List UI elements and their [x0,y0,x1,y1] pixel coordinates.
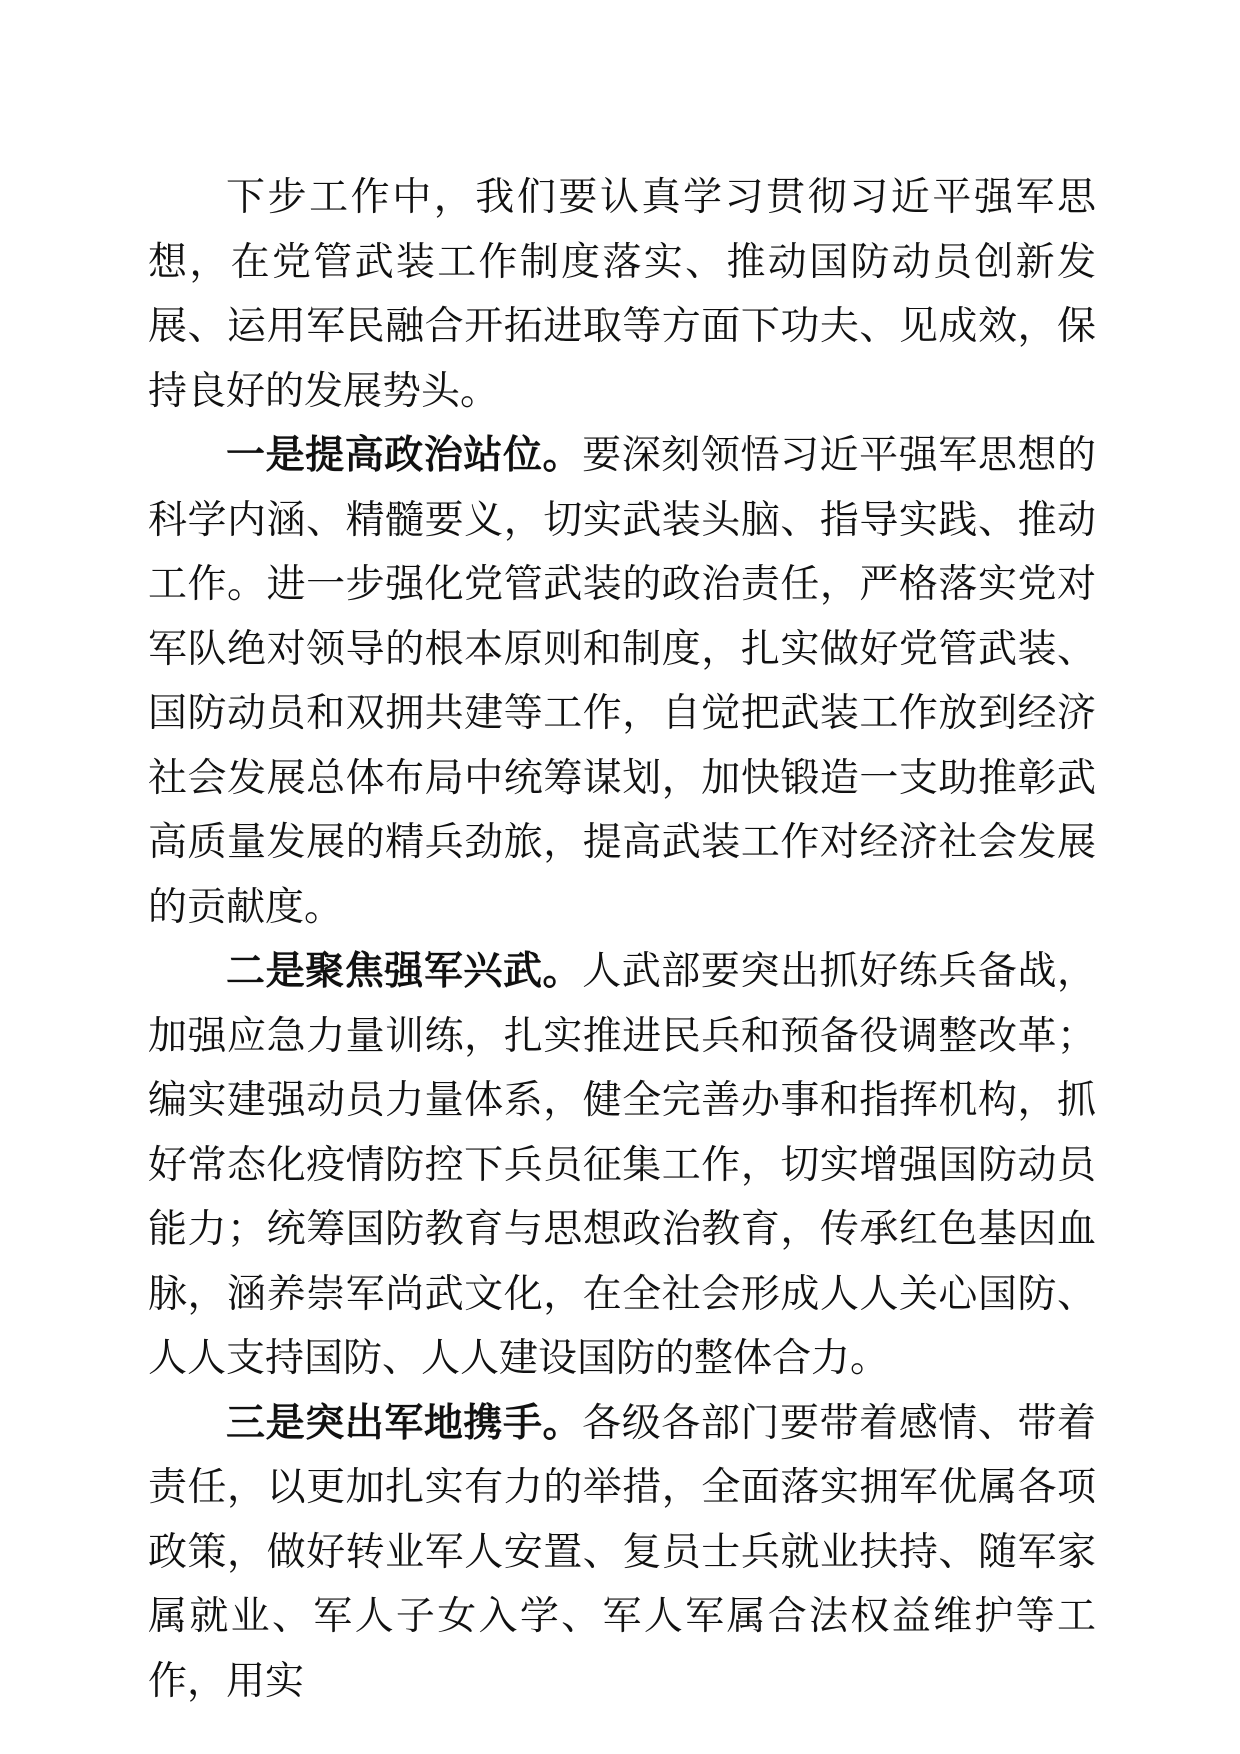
paragraph-heading: 二是聚焦强军兴武。 [226,949,583,994]
paragraph-intro [148,166,1096,424]
paragraph-strong-military [148,940,1096,1392]
paragraph-text: 要深刻领悟习近平强军思想的科学内涵、精髓要义，切实武装头脑、指导实践、推动工作。进一步强化党管武装的政治责任，严格落实党对军队绝对领导的根本原则和制度，扎实做好党管武装、国防动员和双拥共建等工作，自觉把武装工作放到经济社会发展总体布局中统筹谋划，加快锻造一支助推彰武高质量发展的精兵劲旅，提高武装工作对经济社会发展的贡献度。 [148,433,1096,930]
document-body [148,166,1096,1714]
paragraph-text: 各级各部门要带着感情、带着责任，以更加扎实有力的举措，全面落实拥军优属各项政策，做好转业军人安置、复员士兵就业扶持、随军家属就业、军人子女入学、军人军属合法权益维护等工作，用实 [148,1400,1096,1704]
paragraph-heading: 一是提高政治站位。 [226,433,583,478]
paragraph-text: 人武部要突出抓好练兵备战，加强应急力量训练，扎实推进民兵和预备役调整改革；编实建强动员力量体系，健全完善办事和指挥机构，抓好常态化疫情防控下兵员征集工作，切实增强国防动员能力；统筹国防教育与思想政治教育，传承红色基因血脉，涵养崇军尚武文化，在全社会形成人人关心国防、人人支持国防、人人建设国防的整体合力。 [148,949,1096,1381]
paragraph-text: 下步工作中，我们要认真学习贯彻习近平强军思想，在党管武装工作制度落实、推动国防动员创新发展、运用军民融合开拓进取等方面下功夫、见成效，保持良好的发展势头。 [148,175,1096,414]
paragraph-heading: 三是突出军地携手。 [226,1400,583,1446]
paragraph-political-standing [148,424,1096,940]
paragraph-military-local-cooperation [148,1392,1096,1715]
